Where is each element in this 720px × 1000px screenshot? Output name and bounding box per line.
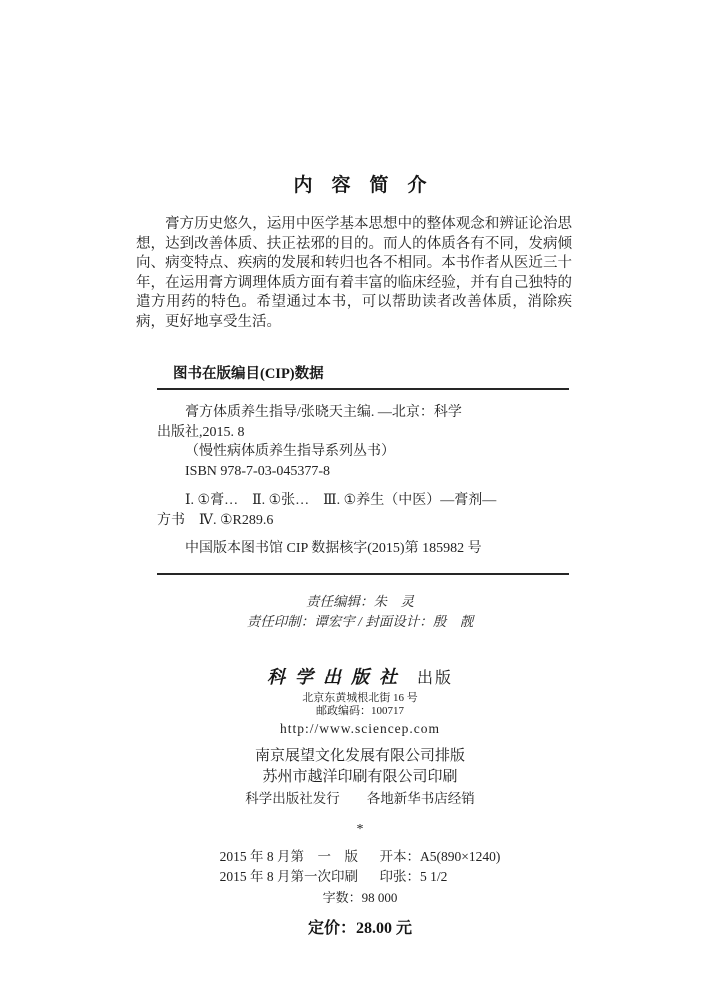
price-line: 定价：28.00 元 <box>307 919 412 937</box>
distribution-line: 科学出版社发行 各地新华书店经销 <box>245 790 475 806</box>
publisher-name-line <box>0 663 720 689</box>
cip-isbn-line: ISBN 978-7-03-045377-8 <box>185 463 331 479</box>
cip-series-line: （慢性病体质养生指导系列丛书） <box>185 444 395 459</box>
first-printing-date: 2015 年 8 月第一次印刷 <box>219 868 358 884</box>
cip-registry-line: 中国版本图书馆 CIP 数据核字(2015)第 185982 号 <box>185 541 482 556</box>
publisher-address: 北京东黄城根北街 16 号 <box>302 691 418 704</box>
publish-label: 出版 <box>416 669 453 687</box>
edition-block <box>0 847 720 938</box>
cip-entry-line2: 出版社,2015. 8 <box>157 424 245 440</box>
star-separator: * <box>356 821 364 837</box>
printing-line: 苏州市越洋印刷有限公司印刷 <box>262 768 458 785</box>
cip-class-line2: 方书 Ⅳ. ①R289.6 <box>157 512 274 528</box>
publisher-block <box>0 663 720 737</box>
cip-entry <box>157 403 569 442</box>
cip-classification <box>157 491 569 530</box>
format-spec: 开本：A5(890×1240) <box>379 848 501 864</box>
production-block <box>0 746 720 808</box>
word-count-line: 字数：98 000 <box>322 889 398 905</box>
editor-credit-line: 责任编辑：朱 灵 <box>306 593 414 609</box>
cip-body <box>157 388 569 575</box>
publisher-postcode: 邮政编码：100717 <box>316 705 404 717</box>
typesetting-line: 南京展望文化发展有限公司排版 <box>254 747 465 764</box>
print-design-credit-line: 责任印制：谭宏宇 / 封面设计：殷 靓 <box>246 613 474 629</box>
credits-block <box>0 592 720 632</box>
edition-lines <box>220 847 501 887</box>
cip-heading: 图书在版编目(CIP)数据 <box>173 366 324 382</box>
publisher-website: http://www.sciencep.com <box>279 720 441 736</box>
cip-entry-line1: 膏方体质养生指导/张晓天主编. —北京：科学 <box>185 405 462 420</box>
content-intro-paragraph: 膏方历史悠久，运用中医学基本思想中的整体观念和辨证论治思想，达到改善体质、扶正祛邪的目的。而人的体质各有不同，发病倾向、病变特点、疾病的发展和转归也各不相同。本书作者从医近三十年，在运用膏方调理体质方面有着丰富的临床经验，并有自己独特的遣方用药的特色。希望通过本书，可以帮助读者改善体质，消除疾病，更好地享受生活。 <box>136 216 572 330</box>
content-intro-title: 内容简介 <box>293 175 446 196</box>
publisher-logo-text: 科学出版社 <box>266 666 407 687</box>
cip-section <box>157 362 569 575</box>
edition-line-printing <box>220 867 501 887</box>
first-edition-date: 2015 年 8 月第 一 版 <box>219 848 358 864</box>
edition-line-first <box>220 847 501 867</box>
sheets-spec: 印张：5 1/2 <box>379 868 448 884</box>
cip-class-line1: Ⅰ. ①膏… Ⅱ. ①张… Ⅲ. ①养生（中医）—膏剂— <box>185 493 497 508</box>
